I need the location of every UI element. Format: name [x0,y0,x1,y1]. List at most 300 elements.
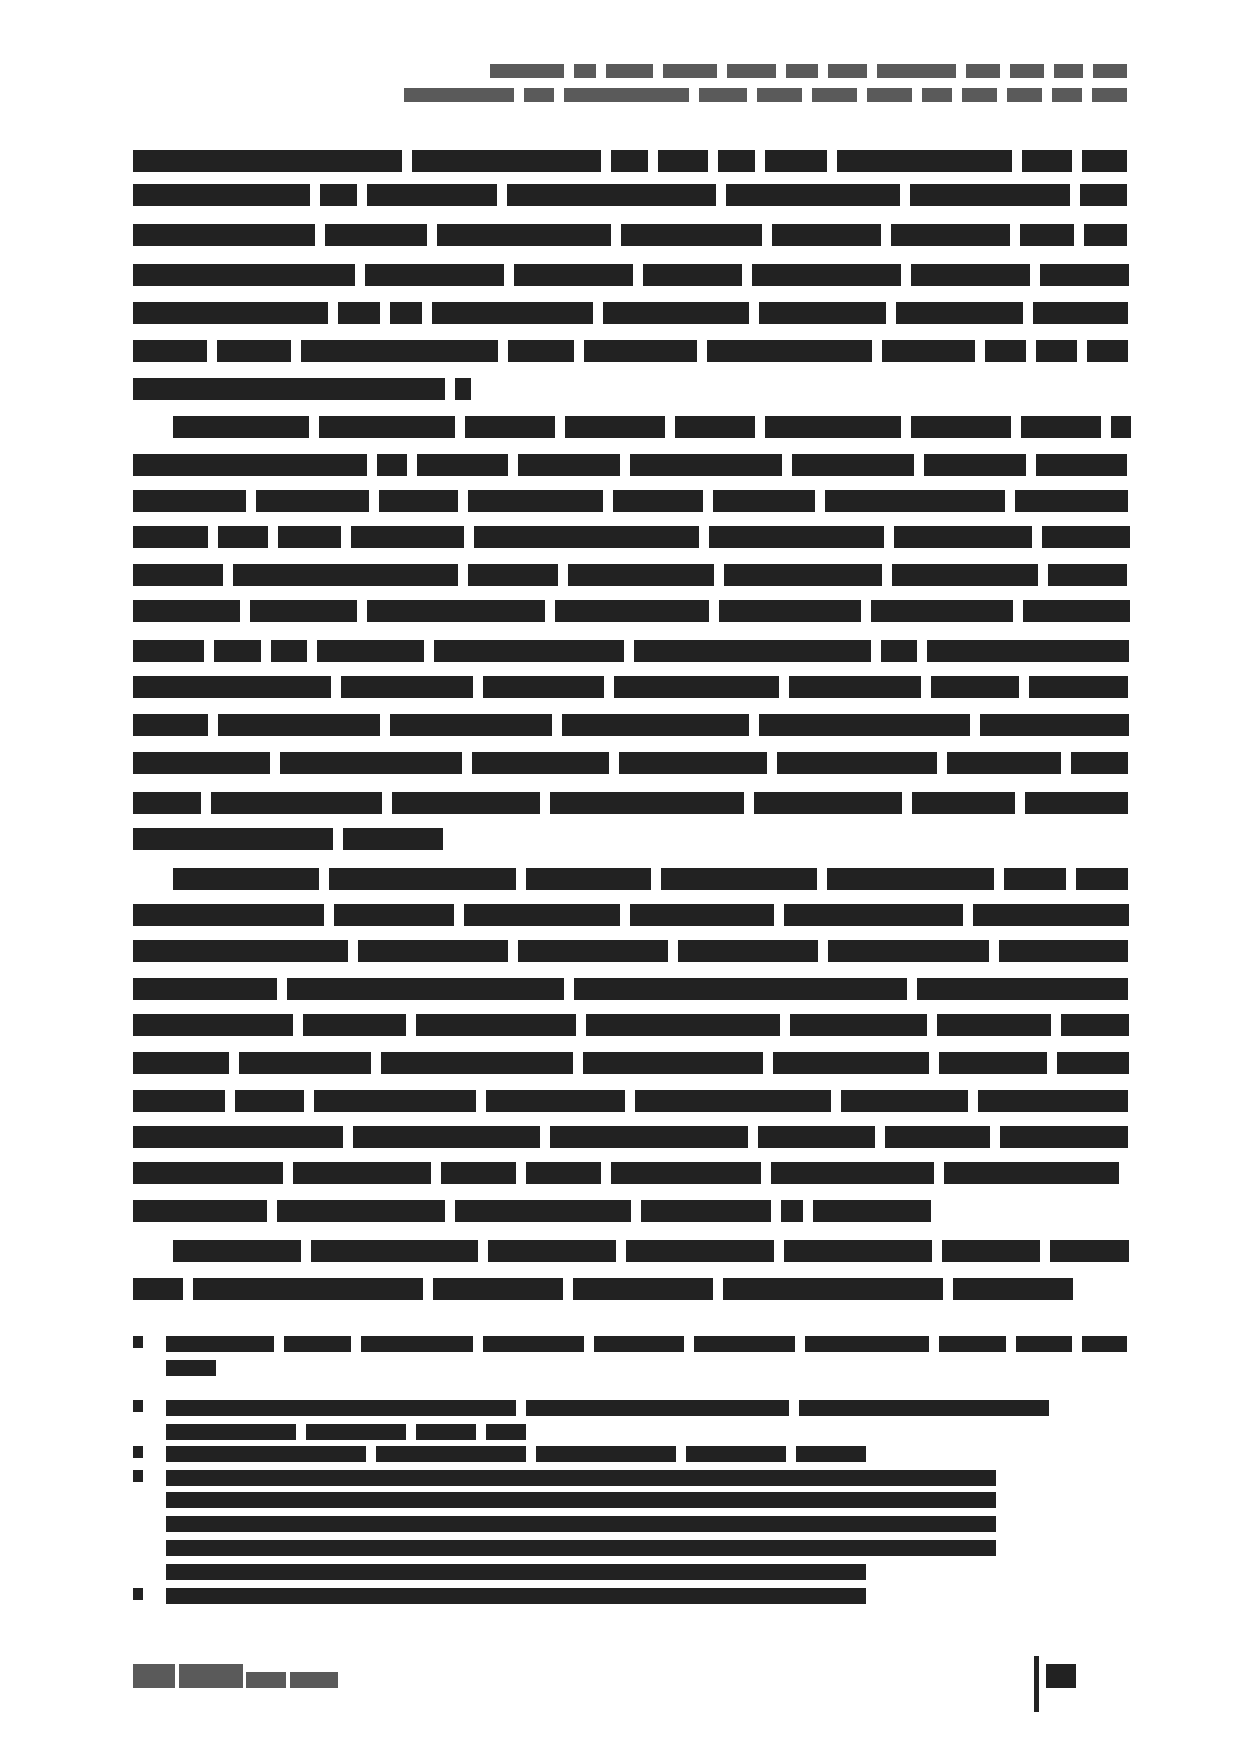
redacted-word [464,904,620,926]
redacted-word [723,1278,943,1300]
redacted-word [759,714,970,736]
body-line [133,752,1128,774]
redacted-word [434,640,624,662]
redacted-word [361,1336,473,1352]
body-line [133,828,443,850]
footnote-line [166,1516,996,1532]
redacted-word [133,184,310,206]
redacted-word [133,904,324,926]
journal-name-block [133,1664,175,1688]
body-line [133,904,1129,926]
redacted-word [287,978,564,1000]
redacted-word [790,1014,927,1036]
body-line [133,792,1128,814]
redacted-word [562,714,749,736]
redacted-word [658,150,708,172]
redacted-word [812,88,857,102]
footnote-line [166,1470,996,1486]
redacted-word [583,1052,763,1074]
redacted-word [1020,224,1074,246]
redacted-word [518,454,620,476]
redacted-word [1007,88,1042,102]
redacted-word [1040,264,1129,286]
redacted-word [752,264,901,286]
redacted-word [133,454,367,476]
redacted-word [1087,340,1128,362]
footnote-marker [133,1446,143,1458]
redacted-word [334,904,454,926]
redacted-word [166,1360,216,1376]
header-line [490,64,1127,78]
footnote-line [166,1540,996,1556]
redacted-word [306,1424,406,1440]
redacted-word [166,1516,996,1532]
redacted-word [606,64,653,78]
redacted-word [1111,416,1131,438]
redacted-word [641,1200,771,1222]
body-line [133,184,1127,206]
redacted-word [594,1336,684,1352]
redacted-word [931,676,1019,698]
redacted-word [881,640,917,662]
redacted-word [133,1200,267,1222]
redacted-word [828,64,867,78]
redacted-word [882,340,975,362]
redacted-word [133,490,246,512]
redacted-word [726,184,900,206]
redacted-word [483,1336,584,1352]
redacted-word [1033,302,1128,324]
redacted-word [841,1090,968,1112]
redacted-word [166,1564,866,1580]
redacted-word [1082,1336,1127,1352]
footnote-marker [133,1400,143,1412]
redacted-word [441,1162,516,1184]
redacted-word [643,264,742,286]
redacted-word [709,526,884,548]
redacted-word [1052,88,1082,102]
redacted-word [574,64,596,78]
redacted-word [699,88,747,102]
redacted-word [953,1278,1073,1300]
journal-volume-block [290,1672,338,1688]
redacted-word [565,416,665,438]
redacted-word [586,1014,780,1036]
redacted-word [390,302,422,324]
redacted-word [1054,64,1083,78]
body-line [173,1240,1129,1262]
redacted-word [973,904,1129,926]
redacted-word [486,1424,526,1440]
redacted-word [1000,1126,1128,1148]
redacted-word [133,714,208,736]
redacted-word [218,526,268,548]
body-line [133,302,1128,324]
redacted-word [1093,64,1127,78]
body-line [133,1162,1119,1184]
footnote-marker [133,1470,143,1482]
redacted-word [939,1336,1006,1352]
redacted-word [573,1278,713,1300]
redacted-word [718,150,755,172]
redacted-word [278,526,341,548]
redacted-word [626,1240,774,1262]
redacted-word [416,1424,476,1440]
redacted-word [133,828,333,850]
redacted-word [1042,526,1130,548]
footnote-line [166,1360,216,1376]
redacted-word [891,224,1010,246]
redacted-word [771,1162,934,1184]
redacted-word [508,340,574,362]
redacted-word [1057,1052,1129,1074]
redacted-word [319,416,455,438]
body-line [133,676,1128,698]
redacted-word [1022,150,1072,172]
redacted-word [867,88,912,102]
redacted-word [365,264,504,286]
body-line [133,600,1130,622]
footnote-marker [133,1588,143,1600]
redacted-word [1010,64,1044,78]
footnote-line [166,1400,1049,1416]
redacted-word [468,564,558,586]
redacted-word [536,1446,676,1462]
redacted-word [455,378,471,400]
redacted-word [166,1492,996,1508]
redacted-word [789,676,921,698]
redacted-word [433,1278,563,1300]
redacted-word [514,264,633,286]
redacted-word [758,1126,875,1148]
redacted-word [284,1336,351,1352]
redacted-word [947,752,1061,774]
redacted-word [133,676,331,698]
redacted-word [713,490,815,512]
redacted-word [786,64,818,78]
redacted-word [1029,676,1128,698]
redacted-word [985,340,1026,362]
body-line [133,564,1127,586]
redacted-word [166,1424,296,1440]
redacted-word [675,416,755,438]
redacted-word [564,88,689,102]
redacted-word [133,1162,283,1184]
redacted-word [922,88,952,102]
redacted-word [944,1162,1119,1184]
redacted-word [813,1200,931,1222]
body-line [173,416,1131,438]
redacted-word [233,564,458,586]
redacted-word [217,340,291,362]
redacted-word [614,676,779,698]
redacted-word [584,340,697,362]
redacted-word [1036,454,1127,476]
redacted-word [377,454,407,476]
redacted-word [166,1470,996,1486]
redacted-word [166,1588,866,1604]
redacted-word [472,752,609,774]
redacted-word [772,224,881,246]
redacted-word [966,64,1000,78]
redacted-word [999,940,1128,962]
redacted-word [133,978,277,1000]
redacted-word [490,64,564,78]
footnote-line [166,1424,526,1440]
redacted-word [1036,340,1077,362]
redacted-word [173,416,309,438]
redacted-word [871,600,1013,622]
redacted-word [280,752,462,774]
redacted-word [173,868,319,890]
redacted-word [211,792,382,814]
redacted-word [379,490,458,512]
body-line [133,1090,1128,1112]
redacted-word [894,526,1032,548]
redacted-word [980,714,1129,736]
redacted-word [611,1162,761,1184]
redacted-word [338,302,380,324]
redacted-word [1021,416,1101,438]
redacted-word [133,1090,225,1112]
redacted-word [166,1540,996,1556]
redacted-word [468,490,603,512]
body-line [133,640,1129,662]
redacted-word [678,940,818,962]
redacted-word [603,302,749,324]
journal-volume-block [246,1672,286,1688]
redacted-word [488,1240,616,1262]
redacted-word [777,752,937,774]
body-line [133,978,1128,1000]
redacted-word [314,1090,476,1112]
redacted-word [133,150,402,172]
redacted-word [381,1052,573,1074]
redacted-word [250,600,357,622]
redacted-word [765,150,827,172]
redacted-word [311,1240,478,1262]
redacted-word [218,714,380,736]
redacted-word [630,454,782,476]
redacted-word [277,1200,445,1222]
redacted-word [962,88,997,102]
redacted-word [825,490,1005,512]
redacted-word [827,868,994,890]
redacted-word [784,904,963,926]
redacted-word [911,264,1030,286]
redacted-word [343,828,443,850]
redacted-word [133,302,328,324]
redacted-word [910,184,1070,206]
redacted-word [329,868,516,890]
redacted-word [256,490,369,512]
redacted-word [239,1052,371,1074]
redacted-word [133,526,208,548]
redacted-word [619,752,767,774]
redacted-word [917,978,1128,1000]
redacted-word [805,1336,929,1352]
redacted-word [1023,600,1130,622]
redacted-word [133,1126,343,1148]
redacted-word [1092,88,1127,102]
footnote-line [166,1564,866,1580]
redacted-word [799,1400,1049,1416]
redacted-word [1050,1240,1129,1262]
footnote-line [166,1336,1127,1352]
redacted-word [303,1014,406,1036]
redacted-word [1004,868,1066,890]
redacted-word [1061,1014,1129,1036]
body-line [133,340,1128,362]
redacted-word [924,454,1026,476]
redacted-word [1025,792,1128,814]
body-line [133,1052,1129,1074]
redacted-word [1082,150,1127,172]
redacted-word [555,600,709,622]
body-line [133,454,1127,476]
redacted-word [686,1446,786,1462]
redacted-word [773,1052,929,1074]
redacted-word [317,640,424,662]
redacted-word [358,940,508,962]
redacted-word [526,1400,789,1416]
body-line [133,1200,931,1222]
redacted-word [486,1090,625,1112]
redacted-word [173,1240,301,1262]
redacted-word [792,454,914,476]
redacted-word [1080,184,1127,206]
redacted-word [978,1090,1128,1112]
redacted-word [417,454,508,476]
redacted-word [550,1126,748,1148]
redacted-word [166,1400,516,1416]
redacted-word [166,1446,366,1462]
body-line [133,264,1129,286]
redacted-word [937,1014,1051,1036]
redacted-word [939,1052,1047,1074]
redacted-word [1015,490,1128,512]
redacted-word [942,1240,1040,1262]
redacted-word [1076,868,1128,890]
redacted-word [781,1200,803,1222]
body-line [133,714,1129,736]
redacted-word [757,88,802,102]
body-line [133,150,1127,172]
redacted-word [133,264,355,286]
redacted-word [759,302,886,324]
body-line [133,490,1128,512]
redacted-word [719,600,861,622]
footnote-line [166,1492,996,1508]
redacted-word [133,1278,183,1300]
redacted-word [367,184,497,206]
journal-name-block [179,1664,243,1688]
redacted-word [465,416,555,438]
redacted-word [634,640,871,662]
redacted-word [367,600,545,622]
redacted-word [293,1162,431,1184]
redacted-word [892,564,1038,586]
redacted-word [404,88,514,102]
redacted-word [133,1014,293,1036]
redacted-word [911,416,1011,438]
redacted-word [376,1446,526,1462]
body-line [133,1014,1129,1036]
redacted-word [784,1240,932,1262]
redacted-word [727,64,776,78]
redacted-word [550,792,744,814]
redacted-word [455,1200,631,1222]
redacted-word [518,940,668,962]
redacted-word [1048,564,1127,586]
redacted-word [325,224,427,246]
redacted-word [694,1336,795,1352]
body-line [173,868,1128,890]
redacted-word [526,1162,601,1184]
redacted-word [133,1052,229,1074]
redacted-word [341,676,473,698]
redacted-word [837,150,1012,172]
footnote-line [166,1588,866,1604]
redacted-word [133,752,270,774]
redacted-word [193,1278,423,1300]
redacted-word [351,526,464,548]
redacted-word [271,640,307,662]
redacted-word [390,714,552,736]
footnote-marker [133,1336,143,1348]
redacted-word [663,64,717,78]
redacted-word [707,340,872,362]
page-number [1046,1664,1076,1688]
redacted-word [796,1446,866,1462]
redacted-word [235,1090,304,1112]
redacted-word [630,904,774,926]
redacted-word [661,868,817,890]
body-line [133,1278,1073,1300]
redacted-word [568,564,714,586]
redacted-word [353,1126,540,1148]
redacted-word [828,940,989,962]
body-line [133,940,1128,962]
redacted-word [526,868,651,890]
body-line [133,378,471,400]
redacted-word [301,340,498,362]
redacted-word [166,1336,274,1352]
redacted-word [133,340,207,362]
redacted-word [613,490,703,512]
redacted-word [912,792,1015,814]
body-line [133,224,1127,246]
redacted-word [896,302,1023,324]
redacted-word [621,224,762,246]
redacted-word [483,676,604,698]
redacted-word [754,792,902,814]
redacted-word [1071,752,1128,774]
header-line [404,88,1127,102]
footnote-line [166,1446,866,1462]
redacted-word [437,224,611,246]
redacted-word [885,1126,990,1148]
redacted-word [133,640,204,662]
redacted-word [574,978,907,1000]
redacted-word [392,792,540,814]
redacted-word [214,640,261,662]
redacted-word [320,184,357,206]
redacted-word [1084,224,1127,246]
redacted-word [877,64,956,78]
redacted-word [133,224,315,246]
redacted-word [133,564,223,586]
